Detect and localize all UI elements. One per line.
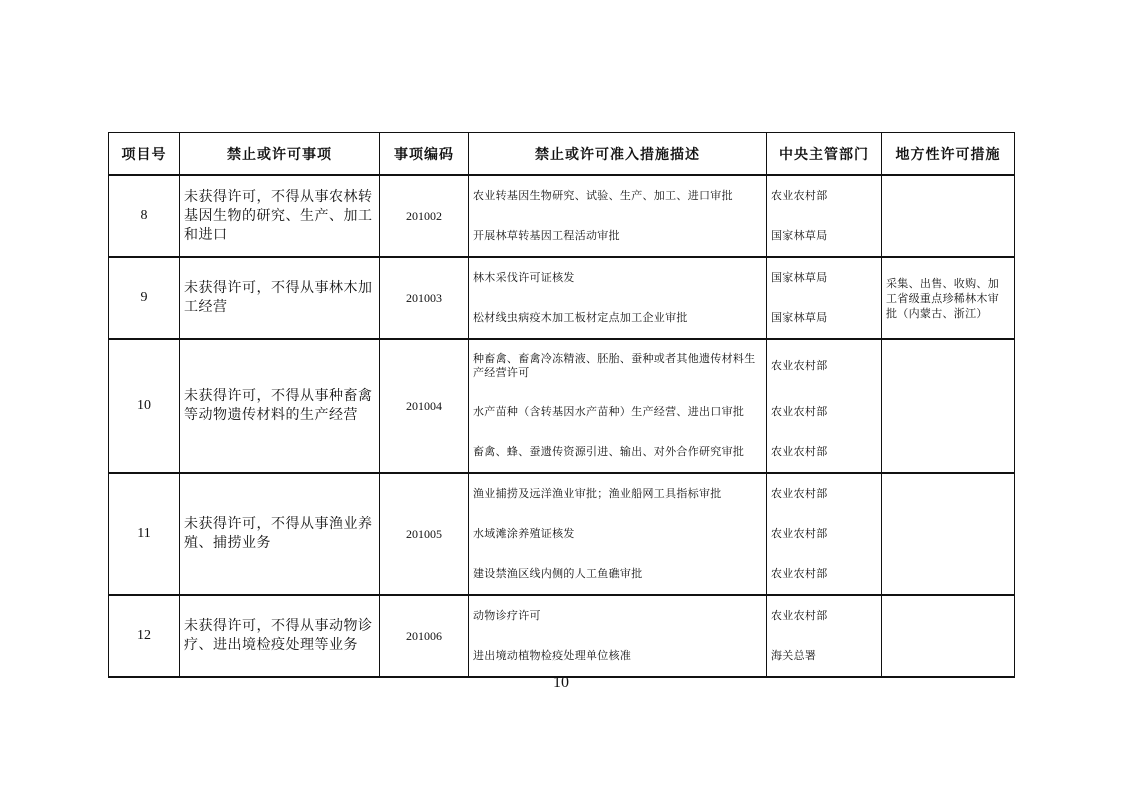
central-dept: 农业农村部	[771, 609, 828, 622]
central-dept: 农业农村部	[771, 405, 828, 418]
central-dept: 农业农村部	[771, 445, 828, 458]
measure-desc: 进出境动植物检疫处理单位核准	[473, 649, 632, 662]
measure-desc-cell	[469, 257, 767, 339]
item-text: 未获得许可，不得从事林木加工经营	[180, 257, 380, 339]
table-row	[109, 339, 1015, 473]
header-item-no: 项目号	[109, 133, 180, 176]
local-measure	[882, 175, 1015, 257]
item-text: 未获得许可，不得从事渔业养殖、捕捞业务	[180, 473, 380, 595]
measure-desc: 水产苗种（含转基因水产苗种）生产经营、进出口审批	[473, 405, 745, 418]
measure-desc-cell	[469, 175, 767, 257]
central-dept: 农业农村部	[771, 487, 828, 500]
central-dept: 海关总署	[771, 649, 817, 662]
central-dept: 国家林草局	[771, 229, 828, 242]
measure-desc: 建设禁渔区线内侧的人工鱼礁审批	[473, 567, 643, 580]
measure-desc: 开展林草转基因工程活动审批	[473, 229, 620, 242]
measure-desc-cell	[469, 595, 767, 677]
measure-desc: 渔业捕捞及远洋渔业审批；渔业船网工具指标审批	[473, 487, 722, 500]
central-dept: 农业农村部	[771, 567, 828, 580]
item-code: 201002	[380, 175, 469, 257]
item-text: 未获得许可，不得从事农林转基因生物的研究、生产、加工和进口	[180, 175, 380, 257]
measure-desc: 种畜禽、畜禽冷冻精液、胚胎、蚕种或者其他遗传材料生产经营许可	[473, 352, 756, 379]
local-measure	[882, 595, 1015, 677]
item-code: 201006	[380, 595, 469, 677]
measure-desc-cell	[469, 339, 767, 473]
page-number: 10	[553, 674, 569, 691]
item-code: 201003	[380, 257, 469, 339]
header-item: 禁止或许可事项	[180, 133, 380, 176]
item-text: 未获得许可，不得从事种畜禽等动物遗传材料的生产经营	[180, 339, 380, 473]
central-dept: 农业农村部	[771, 189, 828, 202]
table-row	[109, 595, 1015, 677]
item-text: 未获得许可，不得从事动物诊疗、进出境检疫处理等业务	[180, 595, 380, 677]
item-code: 201004	[380, 339, 469, 473]
measure-desc: 动物诊疗许可	[473, 609, 541, 622]
measure-desc: 林木采伐许可证核发	[473, 271, 575, 284]
measure-desc: 松材线虫病疫木加工板材定点加工企业审批	[473, 311, 688, 324]
table-row	[109, 175, 1015, 257]
central-dept: 农业农村部	[771, 527, 828, 540]
dept-cell	[767, 175, 882, 257]
local-measure	[882, 339, 1015, 473]
permit-table	[108, 132, 1015, 678]
local-measure	[882, 473, 1015, 595]
dept-cell	[767, 473, 882, 595]
item-code: 201005	[380, 473, 469, 595]
measure-desc: 农业转基因生物研究、试验、生产、加工、进口审批	[473, 189, 733, 202]
table-header-row	[109, 133, 1015, 176]
central-dept: 农业农村部	[771, 359, 828, 372]
central-dept: 国家林草局	[771, 311, 828, 324]
header-local-measure: 地方性许可措施	[882, 133, 1015, 176]
table-row	[109, 473, 1015, 595]
measure-desc: 水域滩涂养殖证核发	[473, 527, 575, 540]
dept-cell	[767, 595, 882, 677]
dept-cell	[767, 339, 882, 473]
central-dept: 国家林草局	[771, 271, 828, 284]
item-number: 8	[109, 175, 180, 257]
item-number: 11	[109, 473, 180, 595]
header-measure-desc: 禁止或许可准入措施描述	[469, 133, 767, 176]
header-central-dept: 中央主管部门	[767, 133, 882, 176]
item-number: 9	[109, 257, 180, 339]
table-row	[109, 257, 1015, 339]
measure-desc-cell	[469, 473, 767, 595]
header-code: 事项编码	[380, 133, 469, 176]
measure-desc: 畜禽、蜂、蚕遗传资源引进、输出、对外合作研究审批	[473, 445, 745, 458]
item-number: 10	[109, 339, 180, 473]
item-number: 12	[109, 595, 180, 677]
dept-cell	[767, 257, 882, 339]
local-measure: 采集、出售、收购、加工省级重点珍稀林木审批（内蒙古、浙江）	[882, 257, 1015, 339]
